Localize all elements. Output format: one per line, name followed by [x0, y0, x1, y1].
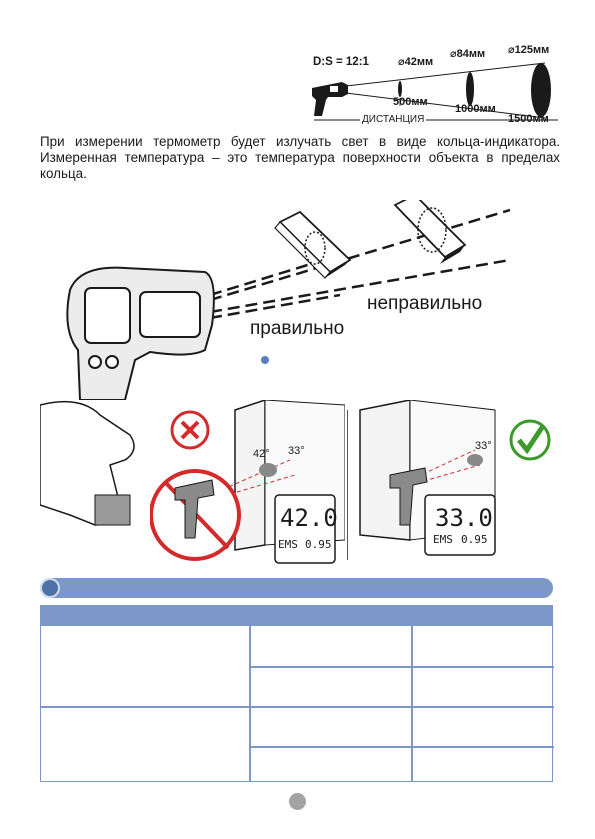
spec-table	[40, 605, 553, 782]
spot-temp-right: 33°	[475, 440, 492, 452]
page-number-dot	[289, 793, 306, 810]
distance-label-1: 500мм	[393, 96, 428, 108]
display-value: 42.0	[280, 504, 338, 532]
section-header-bar	[40, 578, 553, 598]
ems-label: EMS	[278, 538, 298, 551]
spot-illustration	[40, 200, 560, 360]
table-divider-h3	[249, 746, 554, 748]
section-bullet	[40, 578, 60, 598]
spot-temp-1: 42°	[253, 448, 270, 460]
scene-right	[355, 400, 555, 570]
ds-ratio-label: D:S = 12:1	[313, 56, 369, 68]
scene-divider	[347, 410, 348, 560]
intro-paragraph: При измерении термометр будет излучать свет в виде кольца-индикатора. Измеренная температура – это температура поверхности объекта в пределах кольца.	[40, 134, 560, 181]
incorrect-label: неправильно	[367, 293, 483, 314]
diameter-label-1: ⌀42мм	[398, 56, 434, 68]
scene-wrong	[150, 400, 345, 570]
table-header-col-3	[413, 606, 552, 626]
table-divider-v2	[411, 606, 413, 781]
ems-value-right: 0.95	[461, 533, 488, 546]
spot-temp-2: 33°	[288, 445, 305, 457]
distance-label-3: 1500мм	[508, 113, 549, 125]
table-header-col-1	[41, 606, 249, 626]
table-header-col-2	[251, 606, 411, 626]
distance-to-spot-diagram	[300, 38, 570, 133]
distance-label-2: 1000мм	[455, 103, 496, 115]
distance-caption: ДИСТАНЦИЯ	[362, 114, 425, 125]
ems-value: 0.95	[305, 538, 332, 551]
hand-illustration	[40, 395, 140, 535]
table-divider-h1	[249, 666, 554, 668]
correct-label: правильно	[250, 318, 345, 339]
table-divider-h2	[41, 706, 554, 708]
diameter-label-3: ⌀125мм	[508, 44, 550, 56]
display-value-right: 33.0	[435, 504, 493, 532]
table-divider-v1	[249, 606, 251, 781]
diameter-label-2: ⌀84мм	[450, 48, 486, 60]
ems-label-right: EMS	[433, 533, 453, 546]
right-scene-drawing	[355, 400, 555, 570]
